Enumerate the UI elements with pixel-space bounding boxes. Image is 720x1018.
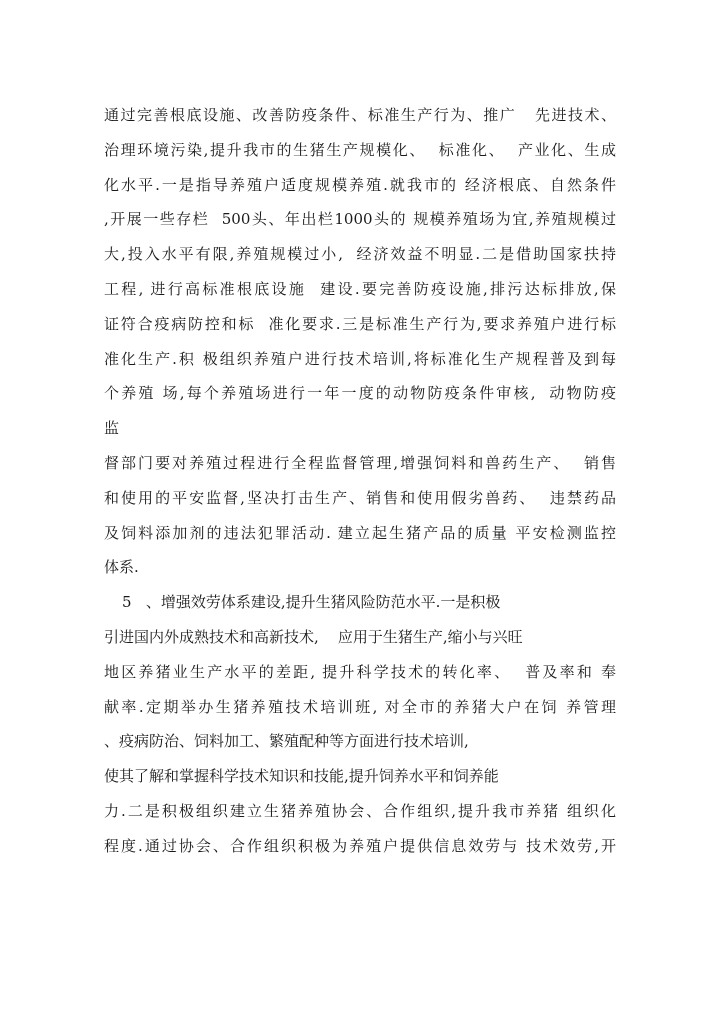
text-line: 个养殖 场,每个养殖场进行一年一度的动物防疫条件审核, 动物防疫 xyxy=(104,384,616,403)
text-line: ,开展一些存栏 500头、年出栏1000头的 规模养殖场为宜,养殖规模过 xyxy=(104,210,616,229)
text-line: 大,投入水平有限,养殖规模过小, 经济效益不明显.二是借助国家扶持 xyxy=(104,245,616,264)
text-line: 工程, 进行高标准根底设施 建设.要完善防疫设施,排污达标排放,保 xyxy=(104,279,616,298)
text-line: 证符合疫病防控和标 准化要求.三是标准生产行为,要求养殖户进行标 xyxy=(104,314,616,333)
text-line: 、疫病防治、饲料加工、繁殖配种等方面进行技术培训, xyxy=(104,732,469,751)
text-line: 引进国内外成熟技术和高新技术, 应用于生猪生产,缩小与兴旺 xyxy=(104,627,523,646)
text-line: 治理环境污染,提升我市的生猪生产规模化、 标准化、 产业化、生成 xyxy=(104,140,616,159)
text-line: 使其了解和掌握科学技术知识和技能,提升饲养水平和饲养能 xyxy=(104,767,499,786)
text-line: 体系. xyxy=(104,558,139,577)
text-line: 准化生产.积 极组织养殖户进行技术培训,将标准化生产规程普及到每 xyxy=(104,349,616,368)
text-line: 化水平.一是指导养殖户适度规模养殖.就我市的 经济根底、自然条件 xyxy=(104,175,616,194)
text-line: 献率.定期举办生猪养殖技术培训班, 对全市的养猪大户在饲 养管理 xyxy=(104,697,616,716)
text-line: 和使用的平安监督,坚决打击生产、销售和使用假劣兽药、 违禁药品 xyxy=(104,488,616,507)
text-line: 地区养猪业生产水平的差距, 提升科学技术的转化率、 普及率和 奉 xyxy=(104,662,616,681)
text-line: 及饲料添加剂的违法犯罪活动. 建立起生猪产品的质量 平安检测监控 xyxy=(104,523,616,542)
text-line: 监 xyxy=(104,419,120,438)
document-body xyxy=(104,98,616,864)
text-line: 通过完善根底设施、改善防疫条件、标准生产行为、推广 先进技术、 xyxy=(104,106,616,124)
section-heading-line: 5 、增强效劳体系建设,提升生猪风险防范水平.一是积极 xyxy=(122,593,501,612)
text-line: 督部门要对养殖过程进行全程监督管理,增强饲料和兽药生产、 销售 xyxy=(104,453,616,472)
text-line: 力.二是积极组织建立生猪养殖协会、合作组织,提升我市养猪 组织化 xyxy=(104,801,616,820)
text-line: 程度.通过协会、合作组织积极为养殖户提供信息效劳与 技术效劳,开 xyxy=(104,836,616,855)
